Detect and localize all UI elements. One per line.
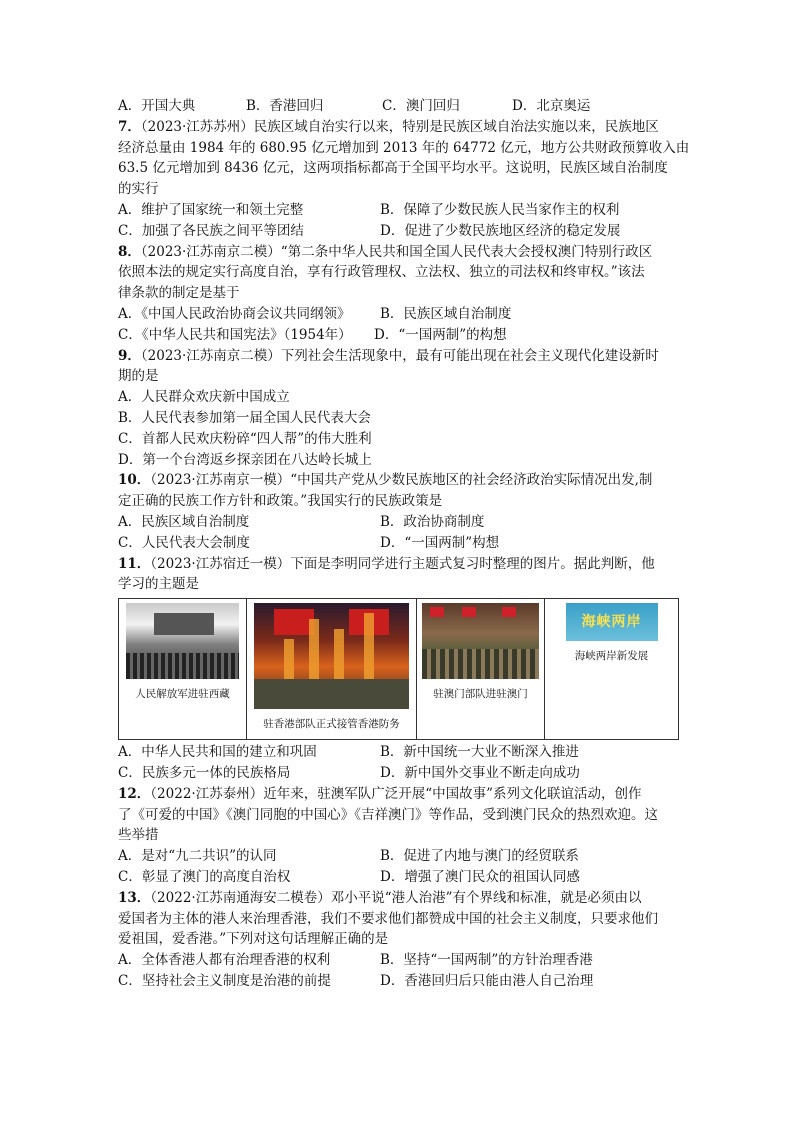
q13-option-a: A．全体香港人都有治理香港的权利 bbox=[118, 952, 331, 969]
q9-option-b: B．人民代表参加第一届全国人民代表大会 bbox=[118, 409, 371, 426]
q9-stem-line: （2023·江苏南京二模）下列社会生活现象中，最有可能出现在社会主义现代化建设新时 bbox=[140, 347, 659, 364]
q8-option-d: D．“一国两制”的构想 bbox=[374, 326, 507, 343]
q11-option-b: B．新中国统一大业不断深入推进 bbox=[380, 744, 579, 761]
q6-option-c: C．澳门回归 bbox=[382, 98, 460, 114]
q10-number: 10． bbox=[118, 472, 151, 489]
q12-number: 12． bbox=[118, 785, 151, 802]
q6-option-a: A．开国大典 bbox=[118, 98, 196, 114]
q10-option-b: B．政治协商制度 bbox=[380, 513, 485, 530]
q8-stem-line: 律条款的制定是基于 bbox=[118, 285, 240, 302]
q8-stem-line: 依照本法的规定实行高度自治，享有行政管理权、立法权、独立的司法权和终审权。”该法 bbox=[118, 264, 645, 281]
q12-option-b: B．促进了内地与澳门的经贸联系 bbox=[380, 848, 579, 865]
macau-garrison-photo bbox=[422, 603, 539, 679]
q9-option-c: C．首都人民欢庆粉碎“四人帮”的伟大胜利 bbox=[118, 430, 372, 447]
q7-stem-line: 经济总量由 1984 年的 680.95 亿元增加到 2013 年的 64772 亿元，地方公共财政预算收入由 bbox=[118, 139, 690, 156]
q12-stem-line: （2022·江苏泰州）近年来，驻澳军队广泛开展“中国故事”系列文化联谊活动，创作 bbox=[150, 785, 642, 802]
q12-stem-line: 些举措 bbox=[118, 827, 159, 844]
q11-caption-4: 海峡两岸新发展 bbox=[574, 650, 649, 663]
q7-number: 7． bbox=[118, 118, 141, 135]
strait-banner-text: 海峡两岸 bbox=[581, 614, 642, 631]
question-10 bbox=[118, 470, 678, 553]
question-7 bbox=[118, 117, 690, 242]
strait-banner-image bbox=[566, 603, 658, 641]
q9-number: 9． bbox=[118, 347, 141, 364]
q11-caption-2: 驻香港部队正式接管香港防务 bbox=[263, 718, 400, 731]
q12-option-c: C．彰显了澳门的高度自治权 bbox=[118, 868, 291, 885]
q9-option-d: D．第一个台湾返乡探亲团在八达岭长城上 bbox=[118, 451, 372, 468]
q7-option-b: B．保障了少数民族人民当家作主的权利 bbox=[380, 201, 620, 218]
q7-option-d: D．促进了少数民族地区经济的稳定发展 bbox=[380, 222, 621, 239]
q8-option-c: C．《中华人民共和国宪法》（1954年） bbox=[118, 326, 352, 343]
question-12 bbox=[118, 784, 678, 888]
q11-figure-3 bbox=[417, 599, 545, 740]
question-11 bbox=[118, 554, 678, 784]
q13-option-d: D．香港回归后只能由港人自己治理 bbox=[380, 972, 594, 989]
q8-option-b: B．民族区域自治制度 bbox=[380, 305, 512, 322]
exam-page bbox=[118, 96, 690, 992]
q13-option-b: B．坚持“一国两制”的方针治理香港 bbox=[380, 952, 593, 969]
q7-stem-line: （2023·江苏苏州）民族区域自治实行以来，特别是民族区域自治法实施以来，民族地区 bbox=[140, 118, 659, 135]
q11-stem-line: （2023·江苏宿迁一模）下面是李明同学进行主题式复习时整理的图片。据此判断，他 bbox=[150, 555, 655, 572]
question-8 bbox=[118, 242, 678, 346]
q7-stem-line: 63.5 亿元增加到 8436 亿元，这两项指标都高于全国平均水平。这说明，民族区域自治制度 bbox=[118, 160, 668, 177]
q8-number: 8． bbox=[118, 243, 141, 260]
q11-caption-3: 驻澳门部队进驻澳门 bbox=[433, 688, 528, 701]
q11-option-a: A．中华人民共和国的建立和巩固 bbox=[118, 744, 317, 761]
q6-options bbox=[118, 96, 678, 117]
question-13 bbox=[118, 888, 678, 992]
q12-stem-line: 了《可爱的中国》《澳门同胞的中国心》《吉祥澳门》等作品，受到澳门民众的热烈欢迎。这 bbox=[118, 806, 658, 823]
q7-stem-line: 的实行 bbox=[118, 181, 159, 198]
q13-stem-line: 爱祖国，爱香港。”下列对这句话理解正确的是 bbox=[118, 931, 389, 948]
q6-option-b: B．香港回归 bbox=[246, 98, 324, 114]
q13-stem-line: 爱国者为主体的港人来治理香港，我们不要求他们都赞成中国的社会主义制度，只要求他们 bbox=[118, 910, 658, 927]
q12-option-d: D．增强了澳门民众的祖国认同感 bbox=[380, 868, 580, 885]
q8-option-a: A．《中国人民政治协商会议共同纲领》 bbox=[118, 305, 351, 322]
q9-stem-line: 期的是 bbox=[118, 368, 159, 385]
q11-option-d: D．新中国外交事业不断走向成功 bbox=[380, 764, 580, 781]
q10-stem-line: （2023·江苏南京一模）“中国共产党从少数民族地区的社会经济政治实际情况出发,制 bbox=[150, 472, 653, 489]
question-9 bbox=[118, 346, 678, 471]
q10-stem-line: 定正确的民族工作方针和政策。”我国实行的民族政策是 bbox=[118, 493, 443, 510]
q11-caption-1: 人民解放军进驻西藏 bbox=[135, 688, 230, 701]
q13-option-c: C．坚持社会主义制度是治港的前提 bbox=[118, 972, 331, 989]
q11-option-c: C．民族多元一体的民族格局 bbox=[118, 764, 291, 781]
q8-stem-line: （2023·江苏南京二模）“第二条中华人民共和国全国人民代表大会授权澳门特别行政区 bbox=[140, 243, 653, 260]
q11-stem-line: 学习的主题是 bbox=[118, 576, 199, 593]
q6-option-d: D．北京奥运 bbox=[512, 98, 591, 114]
q9-option-a: A．人民群众欢庆新中国成立 bbox=[118, 389, 290, 406]
q7-option-a: A．维护了国家统一和领土完整 bbox=[118, 201, 304, 218]
q11-figure-2 bbox=[247, 599, 417, 740]
tibet-photo bbox=[126, 603, 239, 679]
q7-option-c: C．加强了各民族之间平等团结 bbox=[118, 222, 304, 239]
q13-stem-line: （2022·江苏南通海安二模卷）邓小平说“港人治港”有个界线和标准，就是必须由以 bbox=[150, 889, 642, 906]
hongkong-handover-photo bbox=[254, 603, 409, 709]
q11-number: 11． bbox=[118, 555, 151, 572]
q10-option-d: D．“一国两制”构想 bbox=[380, 534, 500, 551]
q10-option-a: A．民族区域自治制度 bbox=[118, 513, 250, 530]
q12-option-a: A．是对“九二共识”的认同 bbox=[118, 848, 277, 865]
q13-number: 13． bbox=[118, 889, 151, 906]
q11-figure-table bbox=[118, 598, 679, 740]
q11-figure-4 bbox=[545, 599, 679, 740]
q11-figure-1 bbox=[119, 599, 247, 740]
q10-option-c: C．人民代表大会制度 bbox=[118, 534, 250, 551]
